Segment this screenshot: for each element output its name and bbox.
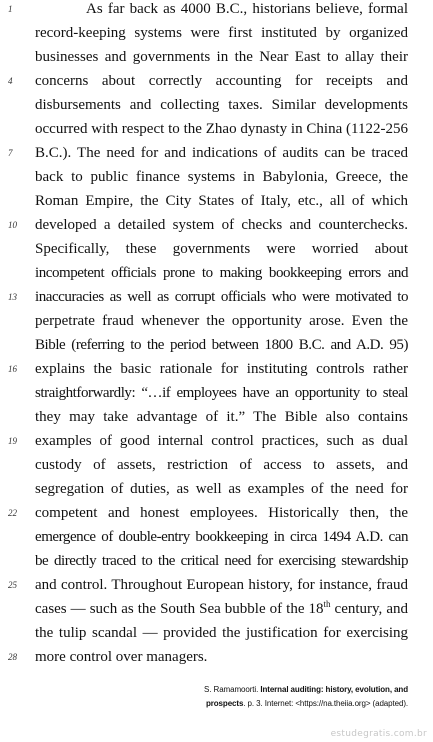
passage-line-15: Bible (referring to the period between 1800 B.C. and A.D. 95) xyxy=(35,337,408,353)
passage-line-8: back to public finance systems in Babylonia, Greece, the xyxy=(35,169,408,185)
line-number: 16 xyxy=(8,364,17,374)
passage-line-22: competent and honest employees. Historically then, the xyxy=(35,505,408,521)
line-number: 1 xyxy=(8,4,13,14)
passage-line-24: be directly traced to the critical need for exercising stewardship xyxy=(35,553,408,569)
citation-author: S. Ramamoorti. xyxy=(204,685,261,694)
line-number: 22 xyxy=(8,508,17,518)
passage-line-2: record-keeping systems were first instituted by organized xyxy=(35,25,408,41)
line-number: 13 xyxy=(8,292,17,302)
line-number: 19 xyxy=(8,436,17,446)
passage-line-3: businesses and governments in the Near East to allay their xyxy=(35,49,408,65)
passage-line-25: and control. Throughout European history, for instance, fraud xyxy=(35,577,408,593)
passage-line-10: developed a detailed system of checks and counterchecks. xyxy=(35,217,408,233)
passage-line-18: they may take advantage of it.” The Bible also contains xyxy=(35,409,408,425)
passage-line-12: incompetent officials prone to making bookkeeping errors and xyxy=(35,265,408,281)
line-number: 4 xyxy=(8,76,13,86)
passage-line-6: occurred with respect to the Zhao dynasty in China (1122-256 xyxy=(35,121,408,137)
passage-line-7: B.C.). The need for and indications of audits can be traced xyxy=(35,145,408,161)
passage-line-26-text: cases — such as the South Sea bubble of the 18 xyxy=(35,601,324,617)
passage-line-26 xyxy=(35,597,408,621)
passage-line-28: more control over managers. xyxy=(35,649,208,665)
line-number: 7 xyxy=(8,148,13,158)
passage-line-16: explains the basic rationale for instituting controls rather xyxy=(35,361,408,377)
passage-line-21: segregation of duties, as well as examples of the need for xyxy=(35,481,408,497)
source-citation-cont xyxy=(206,697,408,711)
passage-line-14: perpetrate fraud whenever the opportunity arose. Even the xyxy=(35,313,408,329)
passage-line-27: the tulip scandal — provided the justification for exercising xyxy=(35,625,408,641)
superscript-th: th xyxy=(323,599,331,609)
passage-line-11: Specifically, these governments were worried about xyxy=(35,241,408,257)
passage-line-13: inaccuracies as well as corrupt officials who were motivated to xyxy=(35,289,408,305)
line-number: 28 xyxy=(8,652,17,662)
passage-line-4: concerns about correctly accounting for receipts and xyxy=(35,73,408,89)
passage-line-19: examples of good internal control practices, such as dual xyxy=(35,433,408,449)
passage-line-23: emergence of double-entry bookkeeping in circa 1494 A.D. can xyxy=(35,529,408,545)
watermark: estudegratis.com.br xyxy=(330,729,427,739)
passage-line-1: As far back as 4000 B.C., historians believe, formal xyxy=(86,1,408,17)
line-number: 25 xyxy=(8,580,17,590)
passage-line-5: disbursements and collecting taxes. Similar developments xyxy=(35,97,408,113)
citation-details: . p. 3. Internet: <https://na.theiia.org> (adapted). xyxy=(243,699,408,708)
line-number: 10 xyxy=(8,220,17,230)
passage-line-26-tail: century, and xyxy=(330,601,408,617)
source-citation xyxy=(204,683,408,697)
passage-line-9: Roman Empire, the City States of Italy, etc., all of which xyxy=(35,193,408,209)
passage-line-17: straightforwardly: “…if employees have an opportunity to steal xyxy=(35,385,408,401)
citation-title: Internal auditing: history, evolution, and xyxy=(260,685,408,694)
citation-title-cont: prospects xyxy=(205,699,244,708)
passage-line-20: custody of assets, restriction of access to assets, and xyxy=(35,457,408,473)
